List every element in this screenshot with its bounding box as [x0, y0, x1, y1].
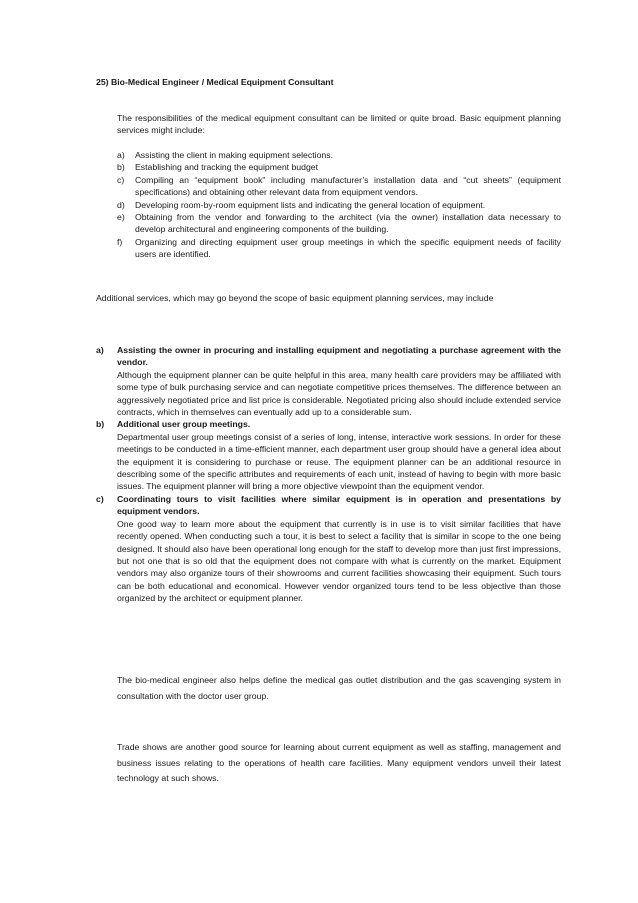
- list-item: [96, 344, 561, 418]
- list-item: [96, 418, 561, 492]
- list-marker: c): [117, 174, 125, 185]
- list-item-title: Additional user group meetings.: [117, 419, 251, 430]
- section-heading: 25) Bio-Medical Engineer / Medical Equipment Consultant: [96, 77, 334, 87]
- list-item-text: Establishing and tracking the equipment budget: [135, 162, 319, 173]
- list-item: [96, 149, 561, 161]
- list-item: [96, 211, 561, 236]
- list-item-title: Assisting the owner in procuring and installing equipment and negotiating a purchase agreement with the vendor.: [117, 345, 561, 368]
- list-item-text: Developing room-by-room equipment lists and indicating the general location of equipment.: [135, 199, 486, 210]
- list-item-text: Obtaining from the vendor and forwarding to the architect (via the owner) installation data necessary to develop architectural and engineering components of the building.: [135, 212, 561, 235]
- bio-medical-paragraph: The bio-medical engineer also helps define the medical gas outlet distribution and the gas scavenging system in consultation with the doctor user group.: [117, 675, 561, 701]
- list-item: [96, 161, 561, 173]
- list-marker: d): [117, 199, 125, 210]
- list-marker: c): [96, 493, 104, 504]
- list-marker: a): [117, 150, 125, 160]
- trade-shows-paragraph: Trade shows are another good source for learning about current equipment as well as staffing, management and business issues relating to the operations of health care facilities. Many equipment vendors unveil their latest technology at such shows.: [117, 742, 561, 783]
- additional-services-intro: Additional services, which may go beyond the scope of basic equipment planning services, may include: [96, 293, 494, 303]
- additional-services-list: [96, 344, 561, 605]
- list-item: [96, 174, 561, 199]
- list-item: [96, 493, 561, 605]
- list-marker: f): [117, 236, 123, 247]
- list-item-body: Although the equipment planner can be quite helpful in this area, many health care providers may be affiliated with some type of bulk purchasing service and can negotiate competitive prices themselves. The difference between an aggressively negotiated price and list price is considerable. Negotiated pricing also should include extended service contracts, which in themselves can eventually add up to a considerable sum.: [117, 369, 561, 418]
- list-item-text: Organizing and directing equipment user group meetings in which the specific equipment needs of facility users are identified.: [135, 236, 561, 260]
- basic-services-list: [96, 149, 561, 261]
- list-marker: a): [96, 345, 104, 355]
- list-marker: b): [117, 162, 125, 173]
- list-item-body: One good way to learn more about the equipment that currently is in use is to visit similar facilities that have recently opened. When conducting such a tour, it is best to select a facility that is similar in scope to the one being designed. It should also have been operational long enough for the staff to develop more than just first impressions, but not one that is so old that the equipment does not compare with what is currently on the market. Equipment vendors may also organize tours of their showrooms and current facilities showcasing their equipment. Such tours can be both educational and economical. However vendor organized tours tend to be less objective than those organized by the architect or equipment planner.: [117, 518, 561, 604]
- list-item: [96, 236, 561, 261]
- list-item-text: Assisting the client in making equipment selections.: [135, 150, 333, 160]
- list-item-body: Departmental user group meetings consist of a series of long, intense, interactive work sessions. In order for these meetings to be conducted in a time-efficient manner, each department user group should have a general idea about the equipment it is considering to purchase or reuse. The equipment planner can be an additional resource in describing some of the specific attributes and requirements of each unit, instead of having to begin with more basic issues. The equipment planner will bring a more objective viewpoint than the equipment vendor.: [117, 431, 561, 492]
- list-marker: e): [117, 212, 125, 223]
- intro-paragraph: The responsibilities of the medical equipment consultant can be limited or quite broad. Basic equipment planning services might include:: [117, 113, 561, 136]
- list-item-title: Coordinating tours to visit facilities where similar equipment is in operation and presentations by equipment vendors.: [117, 493, 561, 517]
- list-item-text: Compiling an “equipment book” including manufacturer’s installation data and “cut sheets” (equipment specifications) and obtaining other relevant data from equipment vendors.: [135, 174, 561, 198]
- list-marker: b): [96, 419, 105, 430]
- list-item: [96, 199, 561, 211]
